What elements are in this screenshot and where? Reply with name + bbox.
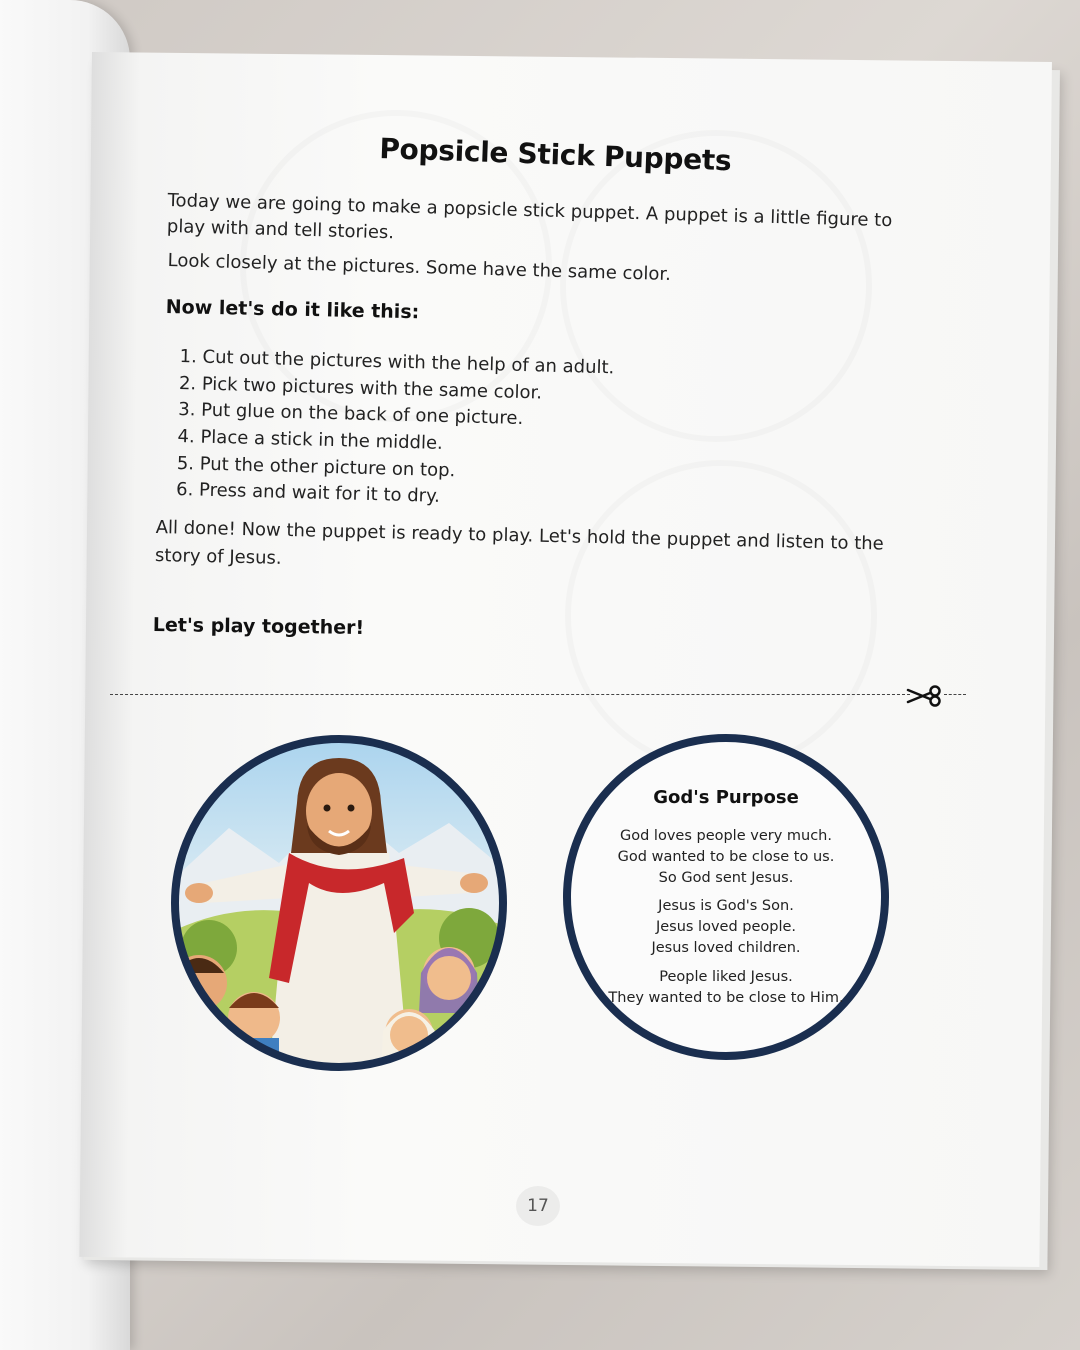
cut-line-end xyxy=(944,694,966,695)
intro-paragraph: Today we are going to make a popsicle stick puppet. A puppet is a little figure to play with and tell stories. xyxy=(166,189,893,244)
step-item: 2. Pick two pictures with the same color. xyxy=(178,372,543,404)
step-item: 1. Cut out the pictures with the help of an adult. xyxy=(179,345,615,379)
step-item: 6. Press and wait for it to dry. xyxy=(175,479,441,508)
purpose-line: Jesus is God's Son. xyxy=(658,898,794,914)
purpose-block xyxy=(571,826,881,889)
cut-line xyxy=(110,694,910,695)
play-heading: Let's play together! xyxy=(152,614,365,639)
step-item: 3. Put glue on the back of one picture. xyxy=(178,399,524,430)
purpose-line: They wanted to be close to Him. xyxy=(608,990,844,1006)
page-number: 17 xyxy=(516,1186,560,1226)
purpose-title: God's Purpose xyxy=(653,787,799,808)
purpose-line: So God sent Jesus. xyxy=(658,870,794,886)
purpose-block xyxy=(571,967,881,1009)
purpose-line: God wanted to be close to us. xyxy=(617,849,835,865)
purpose-line: People liked Jesus. xyxy=(659,969,793,985)
step-item: 4. Place a stick in the middle. xyxy=(177,426,444,454)
page-title: Popsicle Stick Puppets xyxy=(378,132,732,178)
purpose-block xyxy=(571,896,881,959)
steps-list xyxy=(176,344,615,515)
scissors-icon xyxy=(906,684,944,708)
purpose-line: God loves people very much. xyxy=(620,828,832,844)
steps-heading: Now let's do it like this: xyxy=(165,296,420,324)
step-item: 5. Put the other picture on top. xyxy=(176,452,456,481)
jesus-illustration xyxy=(169,733,509,1073)
purpose-line: Jesus loved people. xyxy=(655,919,797,935)
intro-paragraph-2: Look closely at the pictures. Some have the same color. xyxy=(167,249,672,286)
show-through-circle xyxy=(565,460,877,772)
closing-paragraph: All done! Now the puppet is ready to play. Let's hold the puppet and listen to the story of Jesus. xyxy=(154,516,884,569)
gods-purpose-card xyxy=(563,734,889,1060)
purpose-line: Jesus loved children. xyxy=(651,940,801,956)
